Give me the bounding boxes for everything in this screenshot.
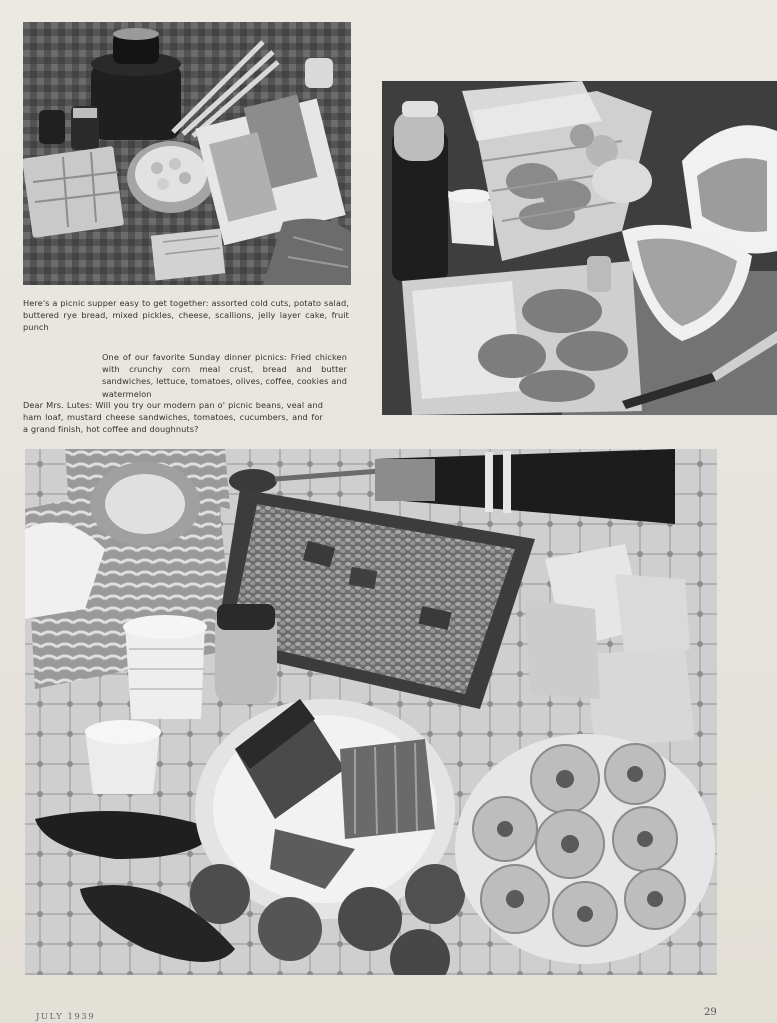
photo-sunday-dinner-illustration [382,81,777,415]
photo-picnic-supper [23,22,351,285]
photo-pan-o-picnic-illustration [25,449,717,975]
caption-picnic-supper: Here's a picnic supper easy to get together: assorted cold cuts, potato salad, buttered rye bread, mixed pickles, cheese, scallions, jelly layer cake, fruit punch [23,298,349,333]
folio-page-number: 29 [704,1007,717,1018]
photo-picnic-supper-illustration [23,22,351,285]
folio-issue-date: JULY 1939 [36,1012,96,1022]
photo-pan-o-picnic-beans [25,449,717,975]
photo-sunday-dinner-picnic [382,81,777,415]
caption-dear-mrs-lutes: Dear Mrs. Lutes: Will you try our modern pan o' picnic beans, veal and ham loaf, mustard cheese sandwiches, tomatoes, cucumbers, and for a grand finish, hot coffee and doughnuts? [23,400,323,435]
caption-sunday-dinner: One of our favorite Sunday dinner picnics: Fried chicken with crunchy corn meal crust, bread and butter sandwiches, lettuce, tomatoes, olives, coffee, cookies and watermelon [102,352,347,399]
